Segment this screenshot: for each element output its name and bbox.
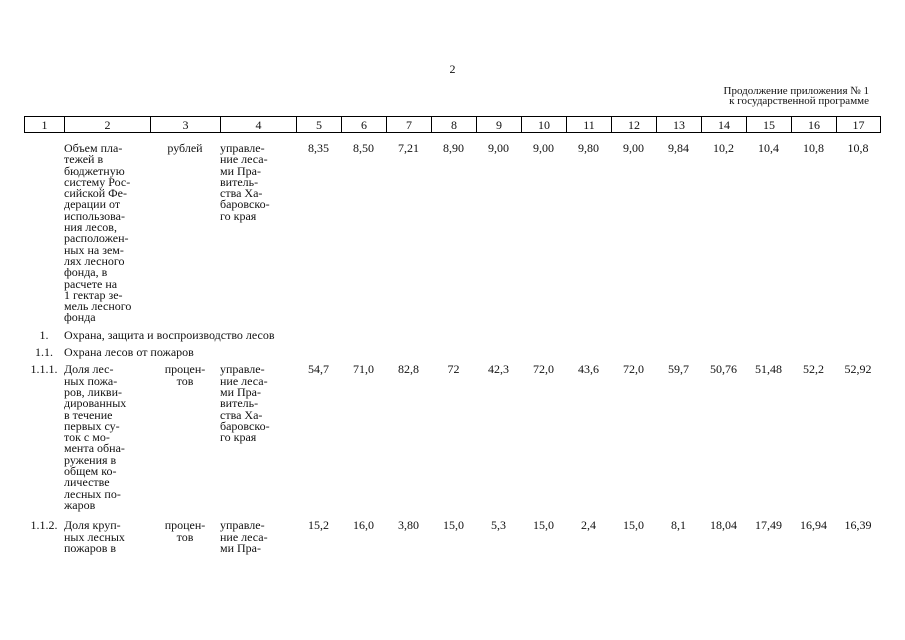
value-cell: 16,0: [353, 518, 374, 533]
header-cell: 10: [522, 117, 567, 133]
indicator-name-line: расчете на: [64, 276, 118, 291]
indicator-name-line: общем ко-: [64, 464, 117, 479]
indicator-name-line: в течение: [64, 407, 113, 422]
section-number: 1.1.: [35, 345, 53, 360]
indicator-name-line: пожаров в: [64, 540, 117, 555]
value-cell: 10,8: [803, 141, 824, 155]
value-cell: 42,3: [488, 362, 509, 377]
indicator-name-line: ных лесных: [64, 529, 125, 544]
indicator-name: [64, 143, 150, 324]
indicator-name-line: ров, ликви-: [64, 384, 122, 399]
value-cell: 72: [447, 362, 460, 377]
row-number: 1.1.2.: [30, 518, 58, 533]
section-title: Охрана, защита и воспроизводство лесов: [64, 327, 275, 342]
org-line: ства Ха-: [220, 186, 263, 201]
value-cell: 9,84: [668, 141, 689, 155]
indicator-name-line: сийской Фе-: [64, 186, 127, 201]
responsible-org: [220, 364, 296, 511]
org-line: ми Пра-: [220, 384, 262, 399]
org-line: ми Пра-: [220, 540, 262, 555]
org-line: баровско-: [220, 197, 270, 212]
value-cell: 9,00: [533, 141, 554, 155]
indicator-name-line: фонда, в: [64, 265, 108, 280]
value-cell: 82,8: [398, 362, 419, 377]
header-cell: 17: [837, 117, 881, 133]
value-cell: 9,80: [578, 141, 599, 155]
indicator-name-line: ния лесов,: [64, 220, 117, 235]
value-cell: 52,92: [844, 362, 872, 377]
value-cell: 72,0: [533, 362, 554, 377]
header-cell: 11: [567, 117, 612, 133]
value-cell: 10,8: [847, 141, 869, 155]
value-cell: 8,50: [353, 141, 374, 155]
header-cell: 7: [387, 117, 432, 133]
section-row: [24, 330, 880, 341]
page-number: 2: [449, 62, 456, 76]
value-cell: 51,48: [755, 362, 782, 377]
value-cell: 10,4: [758, 141, 779, 155]
indicator-name-line: систему Рос-: [64, 174, 131, 189]
value-cell: 43,6: [578, 362, 599, 377]
value-cell: 71,0: [353, 362, 374, 377]
value-cell: 16,94: [800, 518, 827, 533]
indicator-name-line: тежей в: [64, 152, 104, 167]
indicator-name-line: лесных по-: [64, 486, 121, 501]
indicator-name-line: мента обна-: [64, 441, 125, 456]
org-line: управле-: [220, 518, 265, 533]
indicator-name-line: Доля лес-: [64, 362, 114, 377]
value-cell: 15,0: [623, 518, 644, 533]
value-cell: 5,3: [491, 518, 506, 533]
indicator-name-line: 1 гектар зе-: [64, 287, 123, 302]
indicator-name: [64, 364, 150, 511]
unit-line: тов: [176, 373, 194, 388]
indicator-name-line: фонда: [64, 310, 96, 325]
org-line: ства Ха-: [220, 407, 263, 422]
org-line: ми Пра-: [220, 163, 262, 178]
org-line: витель-: [220, 174, 259, 189]
header-cell: 15: [747, 117, 792, 133]
value-cell: 8,35: [308, 141, 329, 155]
org-line: го края: [220, 208, 257, 223]
value-cell: 10,2: [713, 141, 734, 155]
continuation-line-1: Продолжение приложения № 1: [723, 85, 869, 97]
value-cell: 15,2: [308, 518, 329, 533]
header-cell: 4: [221, 117, 297, 133]
indicator-name-line: бюджетную: [64, 163, 125, 178]
header-cell: 2: [65, 117, 151, 133]
indicator-name-line: ных пожа-: [64, 373, 118, 388]
indicator-name: [64, 520, 150, 554]
table-row: [24, 143, 880, 324]
indicator-name-line: ных на зем-: [64, 242, 124, 257]
header-cell: 8: [432, 117, 477, 133]
value-cell: 8,90: [443, 141, 464, 155]
responsible-org: [220, 520, 296, 554]
indicator-name-line: Объем пла-: [64, 141, 123, 155]
header-cell: 5: [297, 117, 342, 133]
row-number: [24, 143, 64, 324]
value-cell: 59,7: [668, 362, 689, 377]
org-line: ние леса-: [220, 529, 268, 544]
value-cell: 7,21: [398, 141, 419, 155]
header-row: [25, 117, 881, 133]
indicator-name-line: личестве: [64, 475, 110, 490]
header-cell: 12: [612, 117, 657, 133]
section-row: [24, 347, 880, 358]
section-number: 1.: [39, 327, 49, 342]
indicator-name-line: дерации от: [64, 197, 121, 212]
continuation-line-2: к государственной программе: [729, 95, 869, 107]
indicator-name-line: расположен-: [64, 231, 129, 246]
header-cell: 1: [25, 117, 65, 133]
table-row: [24, 520, 880, 554]
indicator-name-line: Доля круп-: [64, 518, 121, 533]
org-line: ние леса-: [220, 152, 268, 167]
responsible-org: [220, 143, 296, 324]
value-cell: 15,0: [533, 518, 554, 533]
header-cell: 14: [702, 117, 747, 133]
indicator-table: [24, 143, 880, 554]
value-cell: 50,76: [710, 362, 737, 377]
unit-cell: [150, 520, 220, 554]
value-cell: 15,0: [443, 518, 464, 533]
value-cell: 18,04: [710, 518, 737, 533]
unit-line: процен-: [164, 518, 206, 533]
org-line: го края: [220, 430, 257, 445]
org-line: витель-: [220, 396, 259, 411]
table-row: [24, 364, 880, 511]
indicator-name-line: ружения в: [64, 452, 117, 467]
indicator-name-line: мель лесного: [64, 299, 132, 314]
header-cell: 9: [477, 117, 522, 133]
org-line: управле-: [220, 362, 265, 377]
value-cell: 16,39: [844, 518, 872, 533]
value-cell: 8,1: [671, 518, 686, 533]
value-cell: 9,00: [623, 141, 644, 155]
indicator-name-line: использова-: [64, 208, 125, 223]
value-cell: 2,4: [581, 518, 596, 533]
org-line: управле-: [220, 141, 265, 155]
value-cell: 9,00: [488, 141, 509, 155]
row-number: 1.1.1.: [30, 362, 58, 377]
value-cell: 54,7: [308, 362, 329, 377]
value-cell: 3,80: [398, 518, 419, 533]
indicator-name-line: ток с мо-: [64, 430, 110, 445]
indicator-name-line: первых су-: [64, 418, 120, 433]
indicator-name-line: жаров: [64, 497, 96, 512]
section-title: Охрана лесов от пожаров: [64, 345, 194, 360]
indicator-name-line: лях лесного: [64, 253, 125, 268]
column-number-header: [24, 116, 881, 133]
header-cell: 3: [151, 117, 221, 133]
header-cell: 6: [342, 117, 387, 133]
unit-cell: [150, 364, 220, 511]
value-cell: 17,49: [755, 518, 782, 533]
unit-line: тов: [176, 529, 194, 544]
org-line: ние леса-: [220, 373, 268, 388]
value-cell: 52,2: [803, 362, 824, 377]
unit-line: процен-: [164, 362, 206, 377]
indicator-name-line: дированных: [64, 396, 127, 411]
header-cell: 16: [792, 117, 837, 133]
unit-cell: [150, 143, 220, 324]
header-cell: 13: [657, 117, 702, 133]
value-cell: 72,0: [623, 362, 644, 377]
unit-line: рублей: [167, 141, 203, 155]
continuation-note: [724, 86, 869, 106]
org-line: баровско-: [220, 418, 270, 433]
